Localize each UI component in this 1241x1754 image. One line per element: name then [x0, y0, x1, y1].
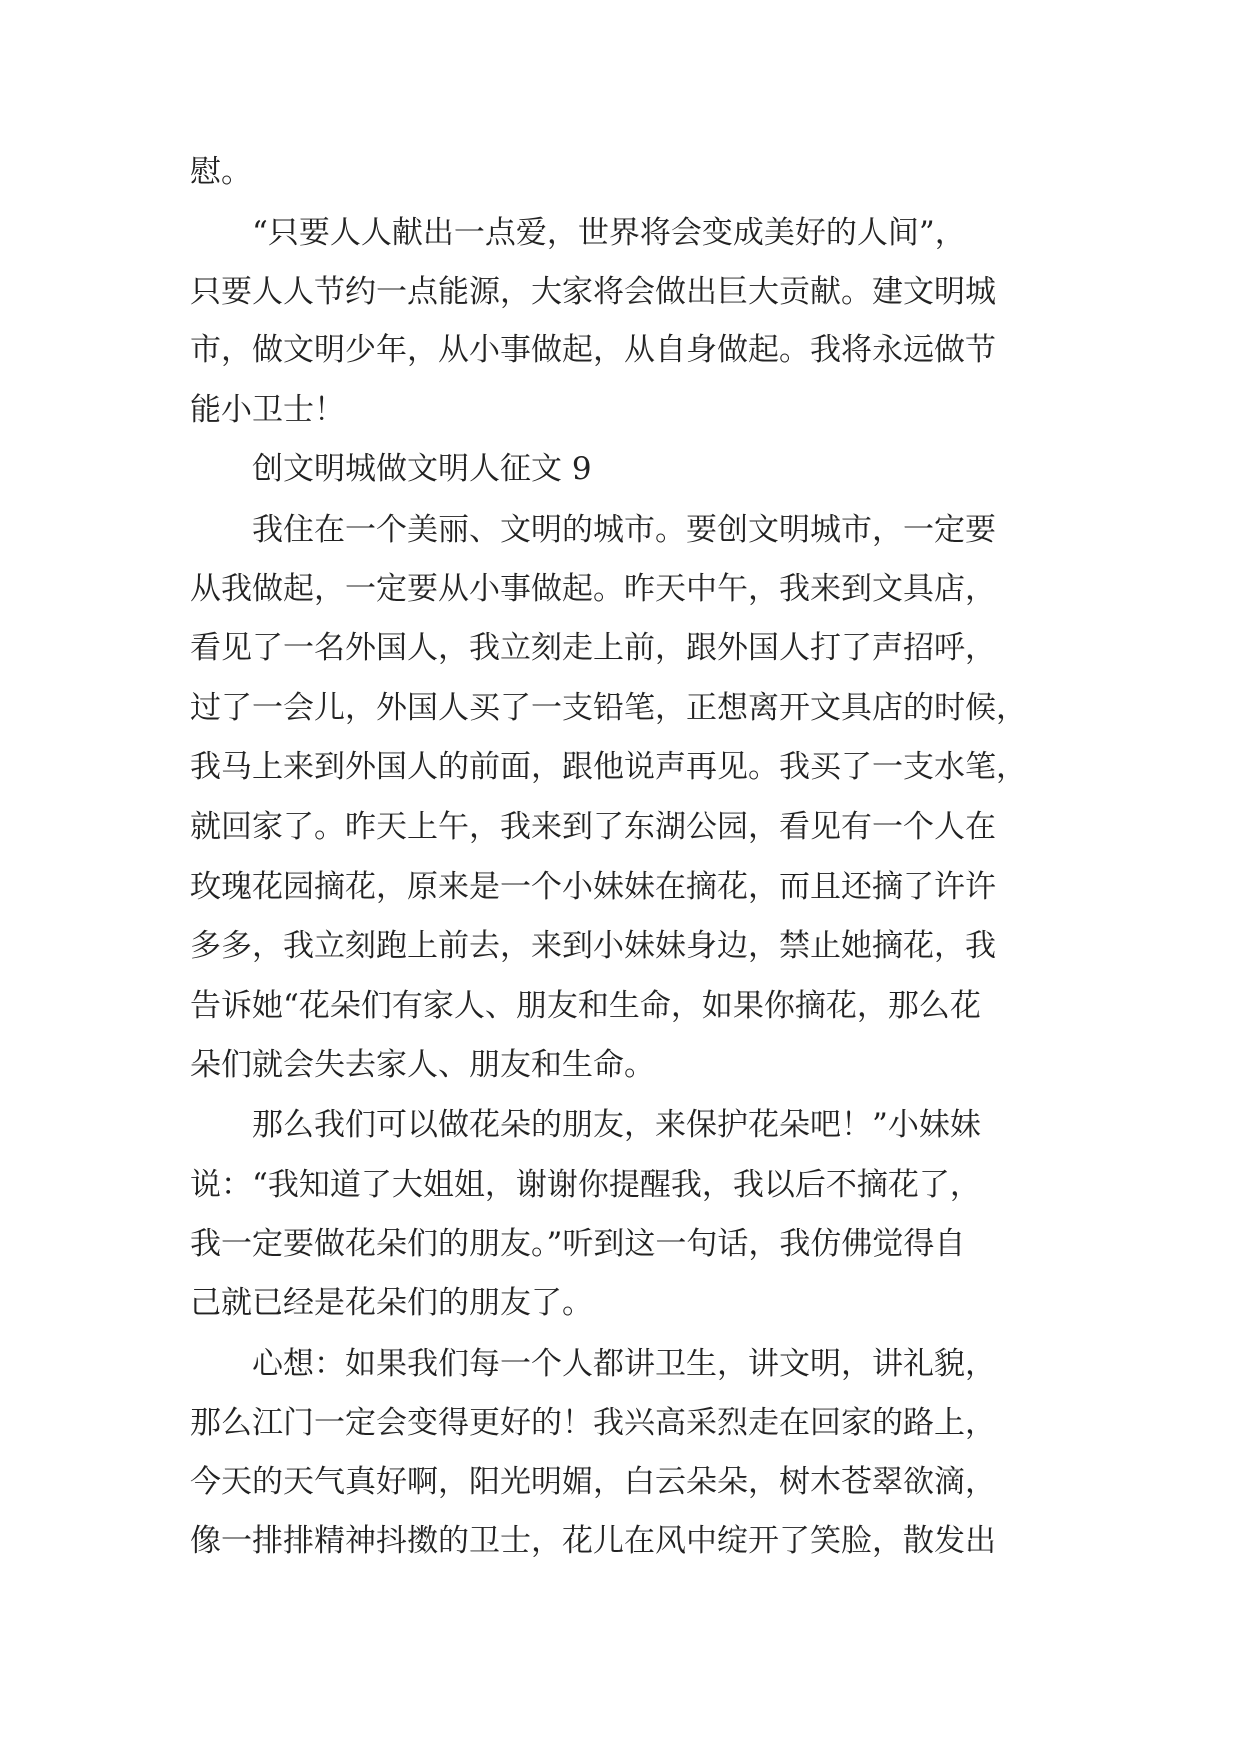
text-line: 从我做起，一定要从小事做起。昨天中午，我来到文具店，: [190, 571, 996, 607]
text-line: 告诉她“花朵们有家人、朋友和生命，如果你摘花，那么花: [190, 988, 981, 1024]
text-line: 看见了一名外国人，我立刻走上前，跟外国人打了声招呼，: [190, 630, 996, 666]
text-line: 就回家了。昨天上午，我来到了东湖公园，看见有一个人在: [190, 809, 996, 845]
text-line: 心想：如果我们每一个人都讲卫生，讲文明，讲礼貌，: [190, 1346, 996, 1382]
text-line: 那么我们可以做花朵的朋友，来保护花朵吧！”小妹妹: [190, 1107, 981, 1143]
text-line: 像一排排精神抖擞的卫士，花儿在风中绽开了笑脸，散发出: [190, 1523, 996, 1559]
text-line: 朵们就会失去家人、朋友和生命。: [190, 1047, 655, 1083]
text-line: 那么江门一定会变得更好的！我兴高采烈走在回家的路上，: [190, 1405, 996, 1441]
text-line: 我马上来到外国人的前面，跟他说声再见。我买了一支水笔，: [190, 749, 1027, 785]
text-line: 玫瑰花园摘花，原来是一个小妹妹在摘花，而且还摘了许许: [190, 869, 996, 905]
section-heading: 创文明城做文明人征文 9: [190, 451, 592, 487]
text-line: 多多，我立刻跑上前去，来到小妹妹身边，禁止她摘花，我: [190, 928, 996, 964]
text-line: 慰。: [190, 154, 252, 190]
text-line: 我一定要做花朵们的朋友。”听到这一句话，我仿佛觉得自: [190, 1226, 966, 1262]
text-line: 我住在一个美丽、文明的城市。要创文明城市，一定要: [190, 512, 996, 548]
text-line: “只要人人献出一点爱，世界将会变成美好的人间”，: [190, 215, 966, 251]
text-line: 市，做文明少年，从小事做起，从自身做起。我将永远做节: [190, 332, 996, 368]
text-line: 只要人人节约一点能源，大家将会做出巨大贡献。建文明城: [190, 274, 996, 310]
text-line: 己就已经是花朵们的朋友了。: [190, 1285, 593, 1321]
text-line: 今天的天气真好啊，阳光明媚，白云朵朵，树木苍翠欲滴，: [190, 1464, 996, 1500]
text-line: 过了一会儿，外国人买了一支铅笔，正想离开文具店的时候，: [190, 690, 1027, 726]
text-line: 说：“我知道了大姐姐，谢谢你提醒我，我以后不摘花了，: [190, 1167, 981, 1203]
text-line: 能小卫士！: [190, 392, 345, 428]
